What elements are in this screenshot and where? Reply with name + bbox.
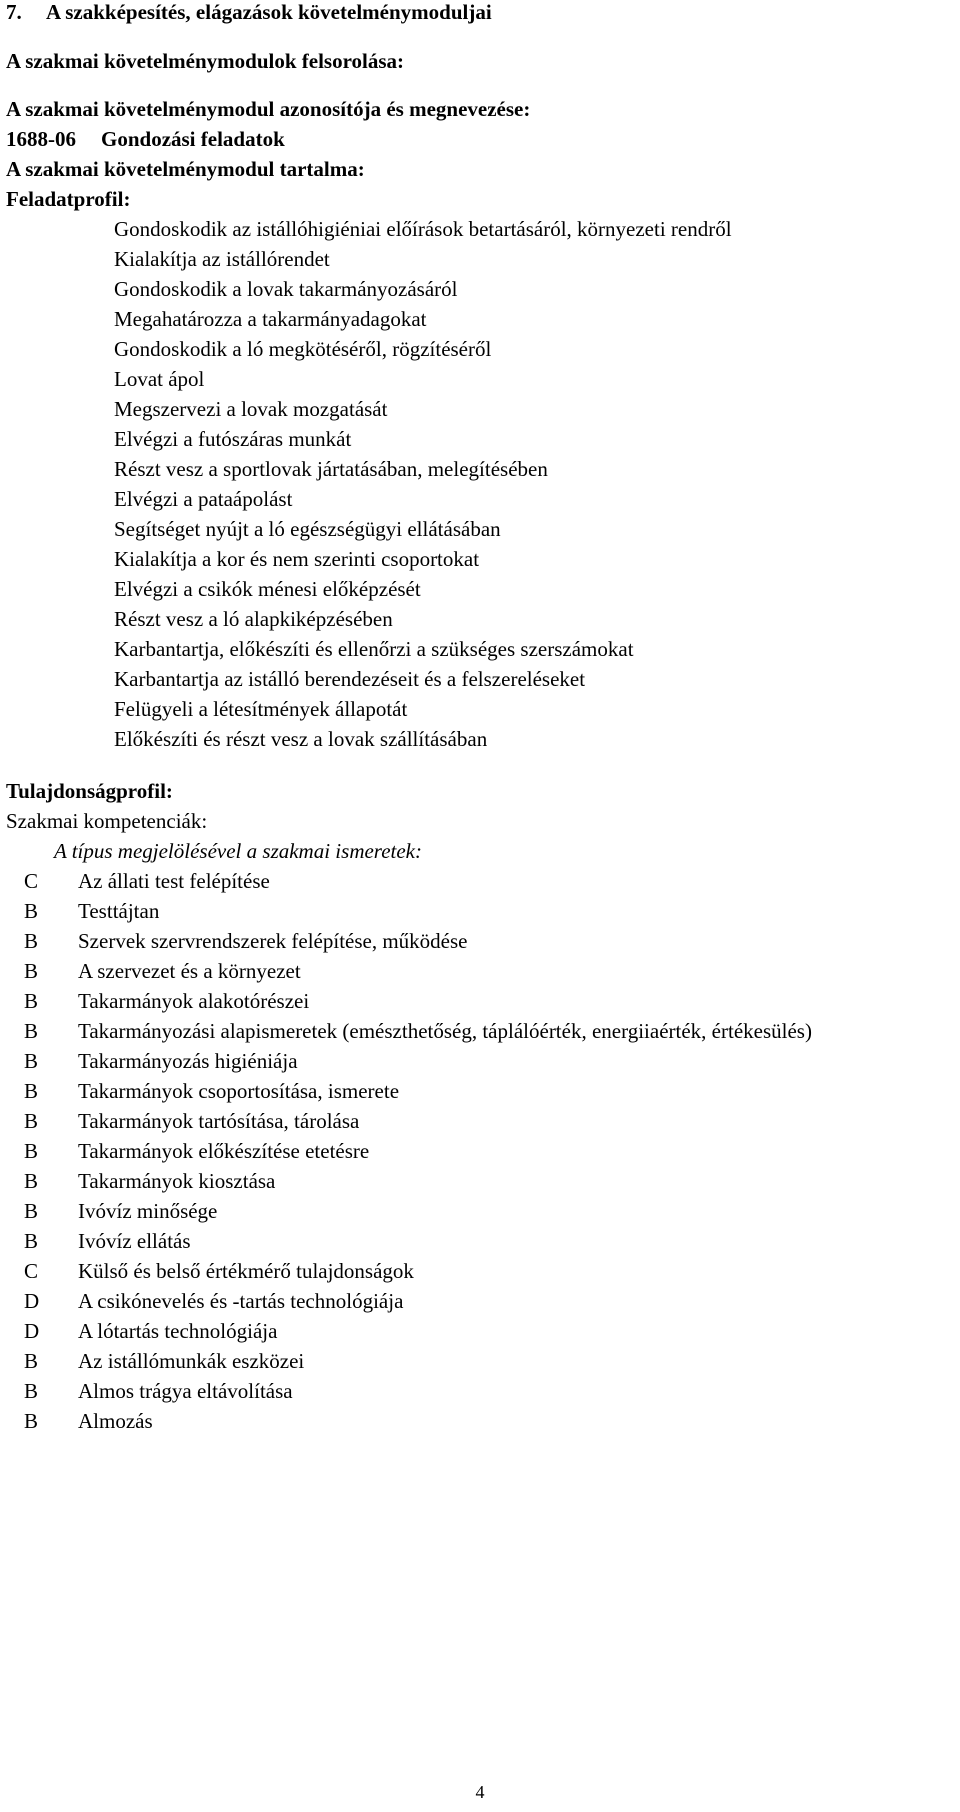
feladatprofil-label: Feladatprofil: — [6, 187, 131, 211]
knowledge-item — [6, 926, 954, 956]
knowledge-item — [6, 1076, 954, 1106]
knowledge-item — [6, 1166, 954, 1196]
knowledge-type: B — [24, 959, 39, 983]
task-item: Kialakítja a kor és nem szerinti csoportokat — [114, 547, 480, 571]
knowledge-type: B — [24, 1379, 39, 1403]
knowledge-item — [6, 956, 954, 986]
knowledge-text: Almos trágya eltávolítása — [78, 1379, 293, 1403]
module-content-label: A szakmai követelménymodul tartalma: — [6, 157, 365, 181]
module-id-label: A szakmai követelménymodul azonosítója és megnevezése: — [6, 97, 531, 121]
knowledge-type: B — [24, 1199, 39, 1223]
competency-label: Szakmai kompetenciák: — [6, 809, 208, 833]
knowledge-text: Az istállómunkák eszközei — [78, 1349, 305, 1373]
knowledge-type: D — [24, 1289, 40, 1313]
knowledge-item — [6, 896, 954, 926]
section-number: 7. — [6, 0, 22, 24]
knowledge-item — [6, 866, 954, 896]
task-item: Elvégzi a csikók ménesi előképzését — [114, 577, 421, 601]
knowledge-type: B — [24, 1079, 39, 1103]
knowledge-text: Szervek szervrendszerek felépítése, működése — [78, 929, 468, 953]
knowledge-text: Takarmányok előkészítése etetésre — [78, 1139, 370, 1163]
knowledge-list — [6, 866, 954, 1436]
tulajdonsagprofil-label: Tulajdonságprofil: — [6, 779, 173, 803]
knowledge-item — [6, 1196, 954, 1226]
section-title: A szakképesítés, elágazások követelménymoduljai — [46, 0, 492, 24]
task-item: Segítséget nyújt a ló egészségügyi ellátásában — [114, 517, 501, 541]
knowledge-type: B — [24, 1019, 39, 1043]
knowledge-type: D — [24, 1319, 40, 1343]
knowledge-type: B — [24, 1409, 39, 1433]
knowledge-item — [6, 1406, 954, 1436]
knowledge-text: Ivóvíz ellátás — [78, 1229, 191, 1253]
knowledge-text: Almozás — [78, 1409, 153, 1433]
task-item: Előkészíti és részt vesz a lovak szállításában — [114, 727, 488, 751]
knowledge-type-label: A típus megjelölésével a szakmai ismeretek: — [54, 839, 422, 863]
task-item: Gondoskodik az istállóhigiéniai előírások betartásáról, környezeti rendről — [114, 217, 732, 241]
knowledge-type: B — [24, 1049, 39, 1073]
module-code: 1688-06 — [6, 127, 76, 151]
knowledge-type: C — [24, 1259, 39, 1283]
knowledge-item — [6, 1136, 954, 1166]
knowledge-text: Takarmányok alakotórészei — [78, 989, 310, 1013]
knowledge-text: A szervezet és a környezet — [78, 959, 301, 983]
knowledge-text: Az állati test felépítése — [78, 869, 270, 893]
knowledge-item — [6, 1046, 954, 1076]
knowledge-type: B — [24, 929, 39, 953]
knowledge-item — [6, 986, 954, 1016]
knowledge-item — [6, 1016, 954, 1046]
knowledge-type: C — [24, 869, 39, 893]
task-item: Megszervezi a lovak mozgatását — [114, 397, 388, 421]
task-item: Karbantartja, előkészíti és ellenőrzi a szükséges szerszámokat — [114, 637, 634, 661]
module-name: Gondozási feladatok — [101, 127, 285, 151]
knowledge-item — [6, 1346, 954, 1376]
knowledge-item — [6, 1286, 954, 1316]
knowledge-type: B — [24, 1349, 39, 1373]
task-item: Részt vesz a ló alapkiképzésében — [114, 607, 393, 631]
knowledge-text: Ivóvíz minősége — [78, 1199, 218, 1223]
knowledge-text: A lótartás technológiája — [78, 1319, 278, 1343]
knowledge-text: Takarmányok kiosztása — [78, 1169, 276, 1193]
knowledge-type: B — [24, 1139, 39, 1163]
section-heading — [6, 0, 954, 27]
knowledge-text: Takarmányozás higiéniája — [78, 1049, 298, 1073]
task-item: Karbantartja az istálló berendezéseit és a felszereléseket — [114, 667, 586, 691]
task-item: Gondoskodik a lovak takarmányozásáról — [114, 277, 458, 301]
task-item: Elvégzi a pataápolást — [114, 487, 293, 511]
knowledge-item — [6, 1256, 954, 1286]
knowledge-type: B — [24, 1229, 39, 1253]
knowledge-type: B — [24, 989, 39, 1013]
task-item: Gondoskodik a ló megkötéséről, rögzítéséről — [114, 337, 492, 361]
knowledge-type: B — [24, 1109, 39, 1133]
knowledge-type: B — [24, 899, 39, 923]
knowledge-text: Takarmányozási alapismeretek (emészthetőség, táplálóérték, energiiaérték, értékesülés) — [78, 1019, 812, 1043]
module-row — [6, 124, 954, 154]
knowledge-item — [6, 1226, 954, 1256]
knowledge-text: Külső és belső értékmérő tulajdonságok — [78, 1259, 414, 1283]
task-item: Lovat ápol — [114, 367, 205, 391]
task-item: Megahatározza a takarmányadagokat — [114, 307, 427, 331]
knowledge-text: Takarmányok tartósítása, tárolása — [78, 1109, 360, 1133]
task-item: Kialakítja az istállórendet — [114, 247, 330, 271]
knowledge-text: A csikónevelés és -tartás technológiája — [78, 1289, 404, 1313]
knowledge-item — [6, 1376, 954, 1406]
knowledge-text: Takarmányok csoportosítása, ismerete — [78, 1079, 400, 1103]
task-item: Felügyeli a létesítmények állapotát — [114, 697, 408, 721]
module-list-title: A szakmai követelménymodulok felsorolása: — [6, 49, 405, 73]
knowledge-text: Testtájtan — [78, 899, 160, 923]
page-number: 4 — [475, 1782, 485, 1802]
task-item: Részt vesz a sportlovak jártatásában, melegítésében — [114, 457, 548, 481]
task-list — [6, 214, 954, 754]
knowledge-item — [6, 1316, 954, 1346]
knowledge-item — [6, 1106, 954, 1136]
task-item: Elvégzi a futószáras munkát — [114, 427, 352, 451]
knowledge-type: B — [24, 1169, 39, 1193]
document-page — [6, 0, 954, 1436]
